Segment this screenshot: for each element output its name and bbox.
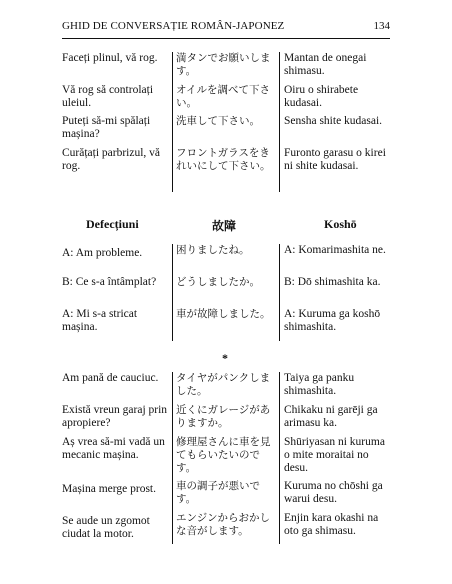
romanian-phrase: Vă rog să controlați uleiul. bbox=[62, 84, 154, 109]
japanese-phrase: 困りましたね。 bbox=[172, 244, 280, 276]
japanese-phrase: タイヤがパンクしました。 bbox=[172, 372, 280, 404]
table-row bbox=[62, 52, 392, 84]
romaji-phrase: Mantan de onegai shimasu. bbox=[284, 52, 367, 77]
table-row bbox=[62, 372, 392, 404]
phrase-table-fuel bbox=[62, 52, 392, 192]
table-row bbox=[62, 404, 392, 436]
romanian-phrase: Am pană de cauciuc. bbox=[62, 372, 159, 384]
romaji-phrase: Taiya ga panku shimashita. bbox=[284, 372, 355, 397]
section-heading-jp: 故障 bbox=[212, 219, 237, 233]
table-row bbox=[62, 512, 392, 544]
japanese-phrase: オイルを調べて下さい。 bbox=[172, 84, 280, 115]
page-number: 134 bbox=[373, 20, 390, 32]
romanian-phrase: Curățați parbrizul, vă rog. bbox=[62, 147, 161, 172]
section-heading bbox=[62, 217, 392, 233]
phrase-table-repairs bbox=[62, 372, 392, 544]
japanese-phrase: 近くにガレージがありますか。 bbox=[172, 404, 280, 436]
romaji-phrase: Oiru o shirabete kudasai. bbox=[284, 84, 359, 109]
table-row bbox=[62, 308, 392, 341]
japanese-phrase: フロントガラスをきれいにして下さい。 bbox=[172, 147, 280, 192]
romanian-phrase: Există vreun garaj prin apropiere? bbox=[62, 404, 168, 429]
japanese-phrase: 車の調子が悪いです。 bbox=[172, 480, 280, 512]
romaji-phrase: B: Dō shimashita ka. bbox=[284, 276, 381, 288]
romanian-phrase: A: Mi s-a stricat mașina. bbox=[62, 308, 138, 333]
phrase-table-breakdown bbox=[62, 244, 392, 341]
table-row bbox=[62, 147, 392, 192]
romaji-phrase: A: Kuruma ga koshō shimashita. bbox=[284, 308, 381, 333]
romaji-phrase: A: Komarimashita ne. bbox=[284, 244, 386, 256]
japanese-phrase: エンジンからおかしな音がします。 bbox=[172, 512, 280, 544]
section-heading-romaji: Koshō bbox=[324, 217, 357, 231]
romaji-phrase: Sensha shite kudasai. bbox=[284, 115, 383, 127]
japanese-phrase: 修理屋さんに車を見てもらいたいのです。 bbox=[172, 436, 280, 480]
table-row bbox=[62, 276, 392, 308]
table-row bbox=[62, 244, 392, 276]
romanian-phrase: Aș vrea să-mi vadă un mecanic mașina. bbox=[62, 436, 165, 461]
section-heading-ro: Defecțiuni bbox=[86, 217, 139, 231]
japanese-phrase: どうしましたか。 bbox=[172, 276, 280, 308]
page-header bbox=[62, 20, 390, 39]
romaji-phrase: Shūriyasan ni kuruma o mite moraitai no desu. bbox=[284, 436, 385, 474]
romaji-phrase: Chikaku ni garēji ga arimasu ka. bbox=[284, 404, 378, 429]
romanian-phrase: A: Am probleme. bbox=[62, 247, 143, 259]
japanese-phrase: 満タンでお願いします。 bbox=[172, 52, 280, 84]
running-title: GHID DE CONVERSAȚIE ROMÂN-JAPONEZ bbox=[62, 20, 285, 32]
table-row bbox=[62, 115, 392, 147]
table-row bbox=[62, 84, 392, 115]
romaji-phrase: Furonto garasu o kirei ni shite kudasai. bbox=[284, 147, 386, 172]
romanian-phrase: B: Ce s-a întâmplat? bbox=[62, 276, 157, 288]
section-separator: * bbox=[222, 351, 228, 365]
table-row bbox=[62, 436, 392, 480]
table-row bbox=[62, 480, 392, 512]
romanian-phrase: Se aude un zgomot ciudat la motor. bbox=[62, 515, 150, 540]
romaji-phrase: Kuruma no chōshi ga warui desu. bbox=[284, 480, 383, 505]
japanese-phrase: 洗車して下さい。 bbox=[172, 115, 280, 147]
romaji-phrase: Enjin kara okashi na oto ga shimasu. bbox=[284, 512, 379, 537]
romanian-phrase: Mașina merge prost. bbox=[62, 483, 157, 495]
romanian-phrase: Puteți să-mi spălați mașina? bbox=[62, 115, 151, 140]
romanian-phrase: Faceți plinul, vă rog. bbox=[62, 52, 158, 64]
japanese-phrase: 車が故障しました。 bbox=[172, 308, 280, 341]
